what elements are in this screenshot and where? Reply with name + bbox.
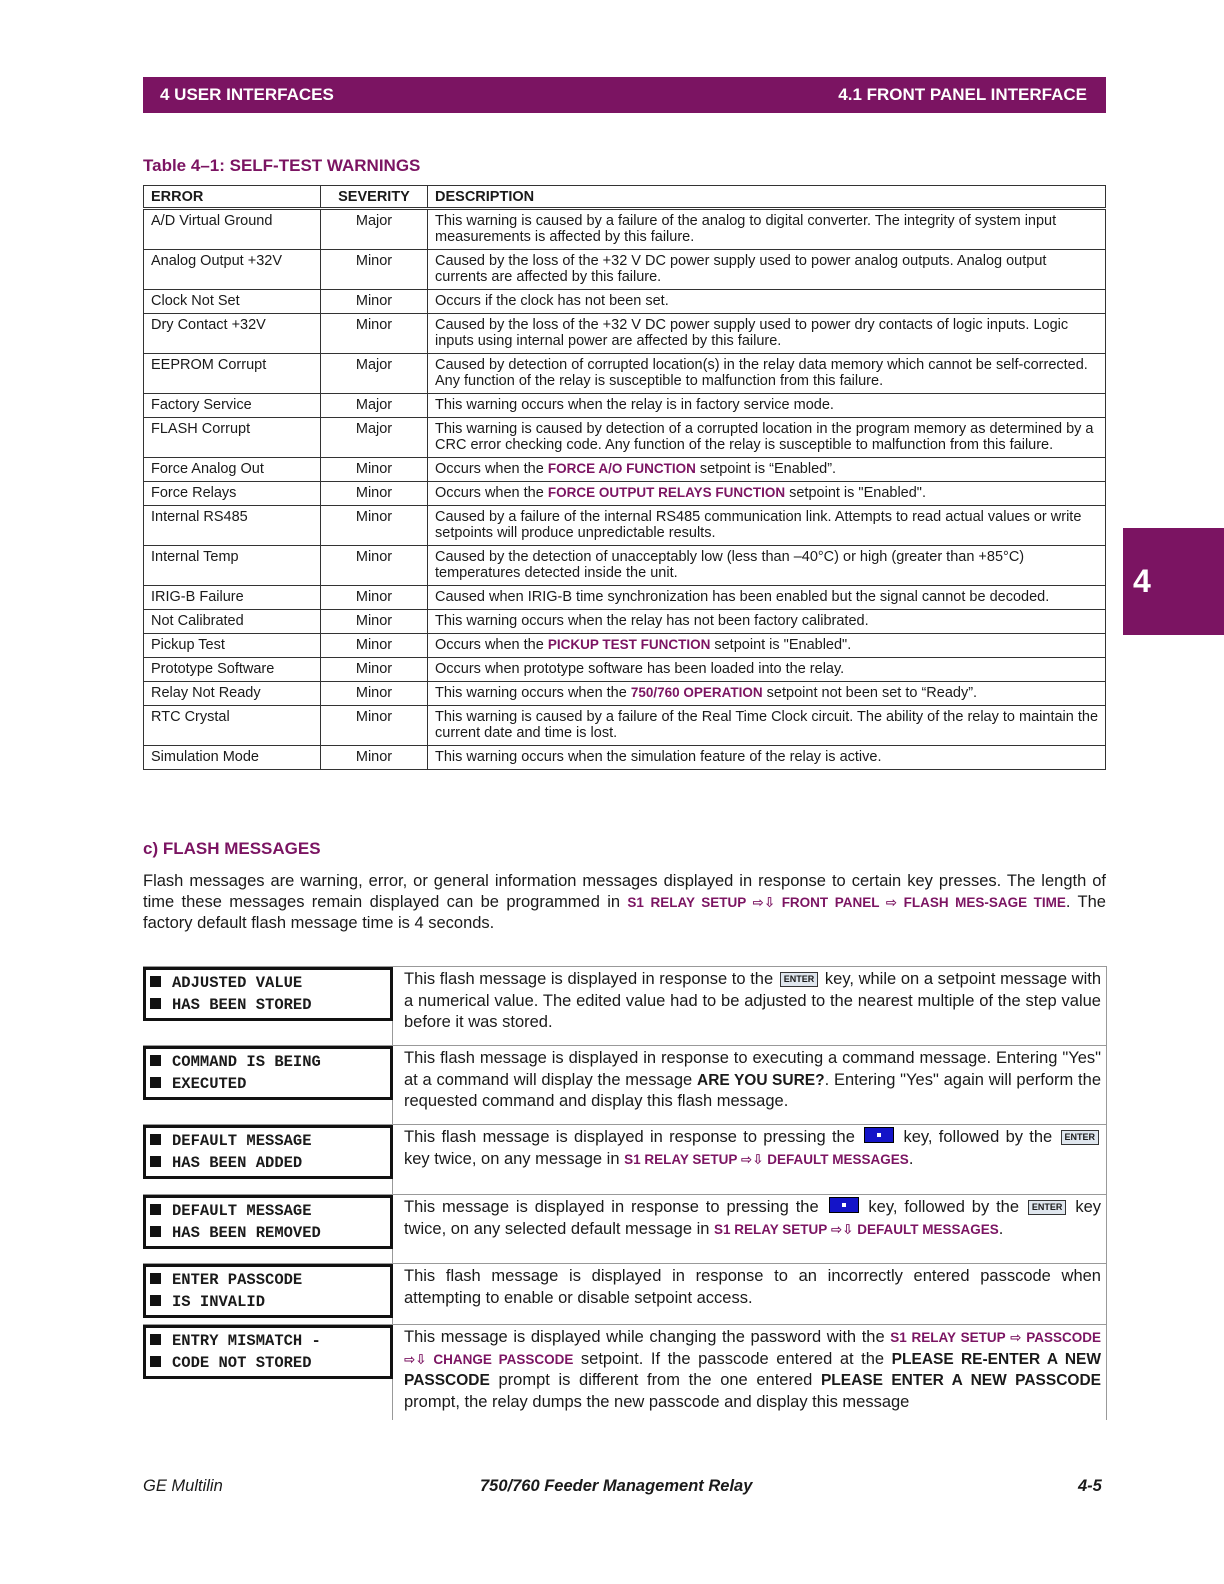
square-bullet-icon — [150, 1204, 161, 1215]
lcd-line: DEFAULT MESSAGE — [172, 1202, 312, 1220]
severity-cell: Minor — [321, 290, 428, 314]
description-cell: This warning is caused by a failure of the analog to digital converter. The integrity of system input measurements is affected by this failure. — [428, 209, 1106, 250]
lcd-line: ENTER PASSCODE — [172, 1271, 303, 1289]
setpoint-keyword: FORCE OUTPUT RELAYS FUNCTION — [547, 485, 786, 500]
square-bullet-icon — [150, 976, 161, 987]
error-cell: Factory Service — [144, 394, 321, 418]
description-cell: This warning is caused by a failure of the Real Time Clock circuit. The ability of the relay to maintain the current date and time is lost. — [428, 706, 1106, 746]
lcd-display — [143, 1195, 393, 1249]
description-text: key twice, on any selected default message in — [404, 1198, 1102, 1238]
lcd-line: CODE NOT STORED — [172, 1354, 312, 1372]
table-row — [144, 482, 1106, 506]
description-cell: This warning occurs when the relay is in factory service mode. — [428, 394, 1106, 418]
error-cell: FLASH Corrupt — [144, 418, 321, 458]
table-row — [144, 209, 1106, 250]
description-cell: This warning is caused by detection of a corrupted location in the program memory as determined by a CRC error checking code. Any function of the relay is susceptible to malfunction from this failure. — [428, 418, 1106, 458]
description-text: key, followed by the — [897, 1128, 1059, 1146]
table-row — [144, 250, 1106, 290]
description-cell: Caused by a failure of the internal RS485 communication link. Attempts to read actual values or write setpoints will produce unpredictable results. — [428, 506, 1106, 546]
error-cell: Not Calibrated — [144, 610, 321, 634]
flash-messages-intro — [143, 871, 1106, 934]
severity-cell: Minor — [321, 682, 428, 706]
lcd-line: EXECUTED — [172, 1075, 247, 1093]
description-text: . — [998, 1219, 1004, 1238]
table-row — [144, 314, 1106, 354]
description-cell: This warning occurs when the simulation feature of the relay is active. — [428, 746, 1106, 770]
lcd-line: IS INVALID — [172, 1293, 266, 1311]
footer-page-number: 4-5 — [1078, 1477, 1102, 1495]
error-cell: Force Relays — [144, 482, 321, 506]
square-bullet-icon — [150, 998, 161, 1009]
description-cell: Caused when IRIG-B time synchronization has been enabled but the signal cannot be decoded. — [428, 586, 1106, 610]
severity-cell: Major — [321, 354, 428, 394]
description-text: prompt is different from the one entered — [489, 1371, 821, 1389]
description-cell: Caused by detection of corrupted location(s) in the relay data memory which cannot be self-corrected. Any function of the relay is susceptible to malfunction from this failure. — [428, 354, 1106, 394]
severity-cell: Minor — [321, 610, 428, 634]
table-row — [144, 682, 1106, 706]
description-text: Occurs when the — [435, 461, 548, 477]
description-text: This flash message is displayed in response to the — [404, 970, 778, 988]
table-header-row — [144, 186, 1106, 209]
description-text: This message is displayed while changing the password with the — [404, 1328, 891, 1346]
error-cell: EEPROM Corrupt — [144, 354, 321, 394]
flash-description: This flash message is displayed in response to an incorrectly entered passcode when attempting to enable or disable setpoint access. — [404, 1267, 1101, 1307]
table-row — [144, 658, 1106, 682]
table-row — [144, 706, 1106, 746]
description-cell: Caused by the loss of the +32 V DC power supply used to power analog outputs. Analog output currents are affected by this failure. — [428, 250, 1106, 290]
flash-description — [404, 1197, 1101, 1240]
table-row — [144, 546, 1106, 586]
error-cell: Internal Temp — [144, 546, 321, 586]
column-header-description: DESCRIPTION — [428, 186, 1106, 209]
setpoint-keyword: PICKUP TEST FUNCTION — [547, 637, 711, 652]
severity-cell: Minor — [321, 634, 428, 658]
description-cell: Occurs when prototype software has been loaded into the relay. — [428, 658, 1106, 682]
prompt-keyword: ARE YOU SURE? — [697, 1071, 825, 1089]
page-header — [143, 77, 1106, 113]
prompt-keyword: PLEASE RE-ENTER A NEW PASSCODE — [404, 1350, 1101, 1389]
flash-description — [404, 1327, 1101, 1413]
description-text: This flash message is displayed in response to pressing the — [404, 1128, 862, 1146]
menu-arrow-icon: ⇨⇩ — [404, 1351, 434, 1367]
chapter-title: 4 USER INTERFACES — [160, 85, 334, 104]
lcd-line: HAS BEEN STORED — [172, 996, 312, 1014]
lcd-line: HAS BEEN ADDED — [172, 1154, 303, 1172]
message-key-icon — [864, 1127, 894, 1143]
column-header-severity: SEVERITY — [321, 186, 428, 209]
table-row — [144, 394, 1106, 418]
menu-arrow-icon: ⇨ — [1005, 1330, 1027, 1345]
description-text: This warning occurs when the — [435, 685, 631, 701]
menu-path-keyword: FLASH MES-SAGE TIME — [903, 895, 1066, 910]
flash-description — [404, 1127, 1101, 1170]
error-cell: A/D Virtual Ground — [144, 209, 321, 250]
error-cell: RTC Crystal — [144, 706, 321, 746]
lcd-display — [143, 1264, 393, 1318]
lcd-line: ENTRY MISMATCH - — [172, 1332, 321, 1350]
menu-path-keyword: PASSCODE — [1026, 1330, 1101, 1345]
error-cell: IRIG-B Failure — [144, 586, 321, 610]
description-text: This flash message is displayed in response to executing a command message. Entering "Yes" at a command will display the message — [404, 1049, 1101, 1089]
table-row — [144, 610, 1106, 634]
error-cell: Force Analog Out — [144, 458, 321, 482]
description-text: setpoint is "Enabled". — [710, 637, 852, 653]
table-row — [144, 746, 1106, 770]
description-text: setpoint not been set to “Ready”. — [762, 685, 978, 701]
enter-key-icon: ENTER — [1028, 1200, 1067, 1215]
severity-cell: Minor — [321, 506, 428, 546]
severity-cell: Minor — [321, 746, 428, 770]
description-text: This message is displayed in response to pressing the — [404, 1198, 826, 1216]
lcd-line: HAS BEEN REMOVED — [172, 1224, 321, 1242]
table-row — [144, 458, 1106, 482]
self-test-warnings-table — [143, 185, 1106, 770]
severity-cell: Minor — [321, 586, 428, 610]
error-cell: Dry Contact +32V — [144, 314, 321, 354]
square-bullet-icon — [150, 1055, 161, 1066]
square-bullet-icon — [150, 1156, 161, 1167]
severity-cell: Minor — [321, 250, 428, 290]
lcd-line: DEFAULT MESSAGE — [172, 1132, 312, 1150]
footer-product: 750/760 Feeder Management Relay — [480, 1477, 753, 1495]
error-cell: Prototype Software — [144, 658, 321, 682]
square-bullet-icon — [150, 1334, 161, 1345]
description-text: prompt, the relay dumps the new passcode and display this message — [404, 1392, 910, 1411]
description-text: key twice, on any message in — [404, 1149, 625, 1168]
table-row — [144, 634, 1106, 658]
table-row — [144, 586, 1106, 610]
error-cell: Internal RS485 — [144, 506, 321, 546]
lcd-display — [143, 1046, 393, 1100]
column-header-error: ERROR — [144, 186, 321, 209]
severity-cell: Minor — [321, 458, 428, 482]
lcd-display — [143, 1125, 393, 1179]
menu-path-keyword: S1 RELAY SETUP — [890, 1330, 1006, 1345]
description-cell: Caused by the loss of the +32 V DC power supply used to power dry contacts of logic inputs. Logic inputs using internal power are affected by this failure. — [428, 314, 1106, 354]
description-cell: Occurs if the clock has not been set. — [428, 290, 1106, 314]
table-row — [144, 290, 1106, 314]
prompt-keyword: PLEASE ENTER A NEW PASSCODE — [820, 1372, 1101, 1389]
description-text: key, followed by the — [861, 1198, 1026, 1216]
description-text: setpoint is “Enabled”. — [695, 461, 837, 477]
square-bullet-icon — [150, 1273, 161, 1284]
severity-cell: Minor — [321, 314, 428, 354]
description-cell: Caused by the detection of unacceptably low (less than –40°C) or high (greater than +85°C) temperatures detected inside the unit. — [428, 546, 1106, 586]
table-row — [144, 418, 1106, 458]
error-cell: Pickup Test — [144, 634, 321, 658]
severity-cell: Major — [321, 394, 428, 418]
menu-arrow-icon: ⇨⇩ — [746, 895, 782, 910]
menu-path-keyword: S1 RELAY SETUP — [714, 1221, 828, 1237]
lcd-display — [143, 1325, 393, 1379]
description-text: setpoint is "Enabled". — [785, 485, 926, 501]
description-text: . Entering "Yes" again will perform the requested command and display this flash message. — [404, 1070, 1101, 1110]
description-cell: This warning occurs when the relay has not been factory calibrated. — [428, 610, 1106, 634]
description-cell — [428, 634, 1106, 658]
square-bullet-icon — [150, 1356, 161, 1367]
severity-cell: Minor — [321, 546, 428, 586]
error-cell: Clock Not Set — [144, 290, 321, 314]
flash-description — [404, 969, 1101, 1034]
menu-arrow-icon: ⇨⇩ — [827, 1221, 858, 1237]
lcd-line: COMMAND IS BEING — [172, 1053, 321, 1071]
flash-messages-heading: c) FLASH MESSAGES — [143, 839, 321, 858]
severity-cell: Major — [321, 209, 428, 250]
section-title: 4.1 FRONT PANEL INTERFACE — [838, 85, 1087, 104]
menu-path-keyword: DEFAULT MESSAGES — [857, 1221, 999, 1237]
severity-cell: Minor — [321, 482, 428, 506]
description-text: . — [908, 1149, 914, 1168]
message-key-icon — [829, 1197, 859, 1213]
severity-cell: Major — [321, 418, 428, 458]
menu-path-keyword: CHANGE PASSCODE — [433, 1351, 574, 1367]
square-bullet-icon — [150, 1077, 161, 1088]
flash-description — [404, 1048, 1101, 1113]
description-cell — [428, 458, 1106, 482]
error-cell: Relay Not Ready — [144, 682, 321, 706]
table-row — [144, 506, 1106, 546]
chapter-tab: 4 — [1123, 528, 1224, 635]
menu-arrow-icon: ⇨ — [879, 895, 904, 910]
setpoint-keyword: FORCE A/O FUNCTION — [547, 461, 696, 476]
description-cell — [428, 482, 1106, 506]
description-text: Occurs when the — [435, 485, 548, 501]
intro-text: Flash messages are warning, error, or general information messages displayed in response to certain key presses. The length of time these messages remain displayed can be programmed in — [143, 872, 1106, 911]
description-cell — [428, 682, 1106, 706]
square-bullet-icon — [150, 1295, 161, 1306]
description-text: setpoint. If the passcode entered at the — [573, 1349, 892, 1368]
intro-text: . The factory default flash message time is 4 seconds. — [143, 893, 1106, 932]
menu-path-keyword: DEFAULT MESSAGES — [767, 1151, 909, 1167]
square-bullet-icon — [150, 1226, 161, 1237]
square-bullet-icon — [150, 1134, 161, 1145]
lcd-line: ADJUSTED VALUE — [172, 974, 303, 992]
error-cell: Analog Output +32V — [144, 250, 321, 290]
severity-cell: Minor — [321, 658, 428, 682]
description-text: Occurs when the — [435, 637, 548, 653]
menu-arrow-icon: ⇨⇩ — [737, 1151, 768, 1167]
severity-cell: Minor — [321, 706, 428, 746]
flash-message-list — [143, 966, 1107, 1420]
menu-path-keyword: S1 RELAY SETUP — [627, 895, 747, 910]
enter-key-icon: ENTER — [1061, 1130, 1100, 1145]
description-text: key, while on a setpoint message with a numerical value. The edited value had to be adjusted to the nearest multiple of the step value before it was stored. — [404, 970, 1101, 1031]
table-row — [144, 354, 1106, 394]
footer-company: GE Multilin — [143, 1477, 223, 1495]
table-caption: Table 4–1: SELF-TEST WARNINGS — [143, 156, 421, 175]
setpoint-keyword: 750/760 OPERATION — [630, 685, 763, 700]
enter-key-icon: ENTER — [780, 972, 819, 987]
lcd-display — [143, 967, 393, 1021]
error-cell: Simulation Mode — [144, 746, 321, 770]
menu-path-keyword: S1 RELAY SETUP — [624, 1151, 738, 1167]
menu-path-keyword: FRONT PANEL — [781, 895, 880, 910]
